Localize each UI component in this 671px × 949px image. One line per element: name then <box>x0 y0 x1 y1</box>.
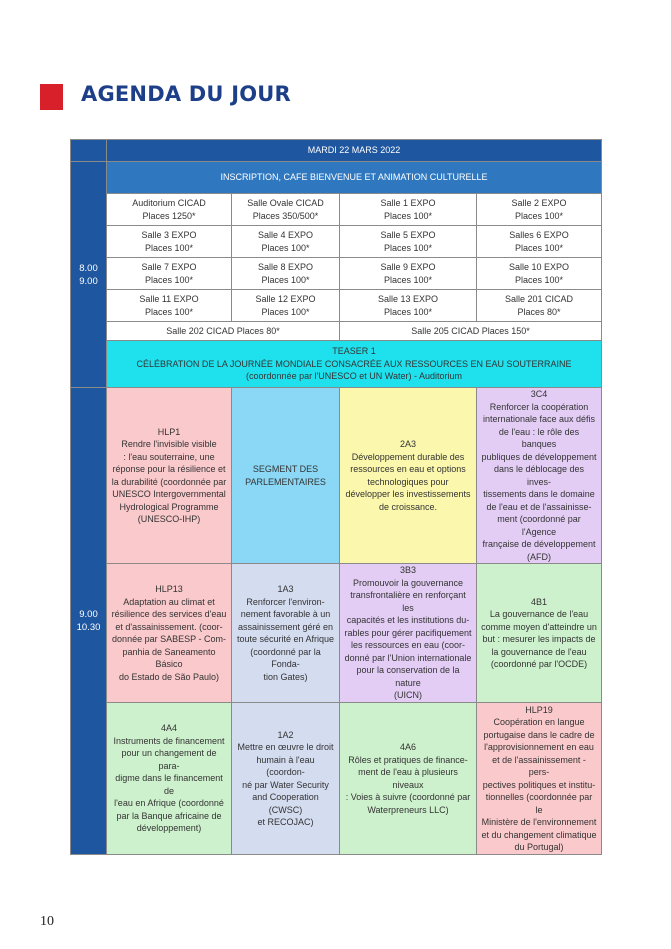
session-text-line: La gouvernance de l'eau <box>489 609 589 619</box>
room-name: Salle 7 EXPO <box>141 262 197 272</box>
session-text-line: nement favorable à un <box>240 609 331 619</box>
session-text-line: (UICN) <box>394 690 422 701</box>
session-text-line: and Cooperation (CWSC) <box>252 792 319 815</box>
room-name: Salle 3 EXPO <box>141 230 197 240</box>
inscription-banner: INSCRIPTION, CAFE BIENVENUE ET ANIMATION CULTURELLE <box>107 162 602 194</box>
room-cell <box>107 194 232 226</box>
session-code: 1A2 <box>277 729 294 740</box>
room-capacity: Places 100* <box>383 306 433 317</box>
session-cell <box>340 703 477 855</box>
room-cell-wide: Salle 202 CICAD Places 80* <box>107 322 340 341</box>
room-capacity: Places 100* <box>383 274 433 285</box>
time-end: 10.30 <box>76 622 101 633</box>
session-text-line: assainissement géré en <box>237 621 334 632</box>
session-text-line: toute sécurité en Afrique <box>236 634 335 644</box>
session-text-line: (UNESCO-IHP) <box>137 514 201 524</box>
room-capacity: Places 100* <box>261 274 310 285</box>
session-text-line: la gouvernance de l'eau <box>491 646 587 657</box>
session-text-line: pectives politiques et institu- <box>482 779 596 790</box>
time-start: 9.00 <box>79 609 98 620</box>
session-code: HLP1 <box>157 426 181 437</box>
session-cell <box>107 703 232 855</box>
room-cell <box>477 226 602 258</box>
room-capacity: Places 100* <box>144 274 194 285</box>
session-text-line: dans le déblocage des inves- <box>493 464 585 487</box>
session-text-line: les ressources en eau (coor- <box>350 640 466 651</box>
session-text-line: l'eau en Afrique (coordonné <box>114 798 224 809</box>
session-text-line: internationale face aux défis <box>482 414 596 424</box>
room-capacity: Places 1250* <box>142 210 196 221</box>
room-capacity: Places 100* <box>144 242 194 253</box>
room-name: Salle 201 CICAD <box>505 294 574 304</box>
session-text-line: tionnelles (coordonnée par le <box>485 792 593 815</box>
agenda-table <box>70 139 602 855</box>
session-text-line: Ministère de l'environnement <box>481 817 597 827</box>
session-code: 3C4 <box>530 389 548 399</box>
session-code: 1A3 <box>277 584 294 594</box>
room-capacity: Places 100* <box>515 242 564 253</box>
session-text-line: pour la conservation de la nature <box>356 665 460 688</box>
session-text-line: (coordonné par la Fonda- <box>250 646 321 669</box>
session-text-line: panhia de Saneamento Básico <box>122 646 216 669</box>
session-text-line: (AFD) <box>527 551 552 562</box>
time-slot-sessions <box>71 388 107 855</box>
room-name: Salle 5 EXPO <box>380 230 436 240</box>
session-text-line: technologiques pour <box>367 476 449 487</box>
session-text-line: but : mesurer les impacts de <box>482 634 596 644</box>
session-text-line: Mettre en œuvre le droit <box>237 742 334 752</box>
session-text-line: résilience des services d'eau <box>111 609 227 619</box>
teaser-banner <box>107 341 602 388</box>
session-text-line: la durabilité (coordonnée par <box>111 476 227 487</box>
session-text-line: de l'eau et de l'assainisse- <box>486 501 592 512</box>
session-text-line: Hydrological Programme <box>119 501 219 512</box>
room-name: Salle 9 EXPO <box>380 262 436 272</box>
session-text-line: : l'eau souterraine, une <box>123 451 215 462</box>
room-name: Salle 12 EXPO <box>255 294 316 304</box>
room-capacity: Places 350/500* <box>252 210 319 221</box>
room-name: Salle 1 EXPO <box>380 198 436 208</box>
room-capacity: Places 100* <box>144 306 194 317</box>
session-code: 3B3 <box>399 565 416 576</box>
title-marker <box>40 84 63 110</box>
session-text-line: donné par l'Union internationale <box>344 652 472 663</box>
session-text-line: PARLEMENTAIRES <box>245 476 326 487</box>
session-cell <box>232 564 340 703</box>
room-cell <box>232 290 340 322</box>
room-cell <box>477 290 602 322</box>
teaser-code: TEASER 1 <box>332 346 376 357</box>
room-name: Salle 2 EXPO <box>511 198 567 208</box>
room-cell <box>232 194 340 226</box>
session-text-line: du Portugal) <box>514 842 564 852</box>
session-code: 4A6 <box>399 742 416 752</box>
room-capacity: Places 100* <box>383 210 433 221</box>
session-text-line: pour un changement de para- <box>121 748 217 771</box>
session-text-line: Rendre l'invisible visible <box>121 439 217 449</box>
room-cell <box>340 226 477 258</box>
session-text-line: développement) <box>136 823 202 834</box>
session-text-line: tion Gates) <box>263 671 308 682</box>
session-cell <box>340 388 477 564</box>
time-end: 9.00 <box>79 275 98 287</box>
session-text-line: comme moyen d'atteindre un <box>481 621 597 632</box>
room-capacity: Places 100* <box>383 242 433 253</box>
session-text-line: humain à l'eau (coordon- <box>256 754 315 777</box>
room-name: Salles 6 EXPO <box>509 230 569 240</box>
room-cell <box>477 194 602 226</box>
session-text-line: par la Banque africaine de <box>116 810 222 821</box>
room-cell <box>232 258 340 290</box>
room-name: Salle 11 EXPO <box>139 294 199 304</box>
room-capacity: Places 100* <box>515 274 564 285</box>
session-text-line: et de l'assainissement - pers- <box>492 754 586 777</box>
session-text-line: ment (coordonné par l'Agence <box>497 514 581 537</box>
date-header: MARDI 22 MARS 2022 <box>107 140 602 162</box>
page-title: AGENDA DU JOUR <box>81 82 291 106</box>
room-cell <box>340 290 477 322</box>
session-text-line: l'approvisionnement en eau <box>484 742 594 752</box>
room-cell <box>477 258 602 290</box>
corner-cell <box>71 140 107 162</box>
room-cell <box>340 194 477 226</box>
session-text-line: Instruments de financement <box>113 735 225 746</box>
session-text-line: né par Water Security <box>242 779 329 790</box>
session-text-line: et d'assainissement. (coor- <box>115 621 223 632</box>
teaser-text: CÉLÉBRATION DE LA JOURNÉE MONDIALE CONSACRÉE AUX RESSOURCES EN EAU SOUTERRAINE (coordonnée par l'UNESCO et UN Water) - Auditorium <box>136 358 572 382</box>
session-text-line: Renforcer l'environ- <box>246 596 325 607</box>
session-text-line: portugaise dans le cadre de <box>483 729 595 740</box>
session-cell <box>232 388 340 564</box>
room-name: Auditorium CICAD <box>132 198 206 208</box>
session-text-line: de l'eau : le rôle des banques <box>498 426 580 449</box>
room-cell <box>232 226 340 258</box>
session-text-line: donnée par SABESP - Com- <box>112 634 226 644</box>
time-start: 8.00 <box>79 262 98 274</box>
session-text-line: Rôles et pratiques de finance- <box>348 754 468 765</box>
session-text-line: : Voies à suivre (coordonné par <box>345 792 471 802</box>
time-slot-morning <box>71 162 107 388</box>
session-cell <box>107 564 232 703</box>
session-cell <box>232 703 340 855</box>
session-text-line: tissements dans le domaine <box>483 489 595 499</box>
session-text-line: ressources en eau et options <box>350 464 466 474</box>
room-cell <box>107 226 232 258</box>
session-text-line: do Estado de São Paulo) <box>118 671 220 682</box>
session-text-line: et RECOJAC) <box>257 817 314 827</box>
session-code: 2A3 <box>399 439 416 449</box>
session-text-line: UNESCO Intergovernmental <box>112 489 226 499</box>
session-text-line: française de développement <box>482 539 596 549</box>
session-text-line: réponse pour la résilience et <box>112 464 226 474</box>
session-text-line: ment de l'eau à plusieurs niveaux <box>358 767 458 790</box>
session-text-line: et du changement climatique <box>481 829 597 840</box>
room-cell-wide: Salle 205 CICAD Places 150* <box>340 322 602 341</box>
session-text-line: de croissance. <box>378 501 438 512</box>
room-capacity: Places 80* <box>517 306 561 317</box>
room-cell <box>107 290 232 322</box>
session-code: HLP13 <box>155 584 183 594</box>
session-text-line: digme dans le financement de <box>115 773 223 796</box>
room-name: Salle 4 EXPO <box>257 230 314 240</box>
room-capacity: Places 100* <box>261 306 310 317</box>
room-name: Salle 10 EXPO <box>509 262 570 272</box>
session-text-line: (coordonné par l'OCDE) <box>490 659 588 669</box>
session-text-line: Waterpreneurs LLC) <box>367 804 449 815</box>
room-capacity: Places 100* <box>261 242 310 253</box>
page-number: 10 <box>40 914 54 929</box>
session-text-line: Promouvoir la gouvernance <box>352 577 464 588</box>
session-code: HLP19 <box>525 704 553 715</box>
session-code: 4A4 <box>160 723 177 734</box>
room-cell <box>107 258 232 290</box>
session-code: 4B1 <box>531 596 548 607</box>
session-text-line: Coopération en langue <box>493 717 585 727</box>
session-text-line: rables pour gérer pacifiquement <box>344 627 472 638</box>
session-text-line: transfrontalière en renforçant les <box>350 590 466 613</box>
session-text-line: capacités et les institutions du- <box>346 615 470 626</box>
session-text-line: publiques de développement <box>481 451 597 462</box>
session-text-line: Renforcer la coopération <box>489 401 589 412</box>
room-cell <box>340 258 477 290</box>
room-name: Salle Ovale CICAD <box>247 198 324 208</box>
session-cell <box>477 388 602 564</box>
session-cell <box>107 388 232 564</box>
session-cell <box>340 564 477 703</box>
session-text-line: Adaptation au climat et <box>123 596 215 607</box>
session-code: SEGMENT DES <box>252 464 319 474</box>
room-name: Salle 8 EXPO <box>257 262 314 272</box>
session-text-line: Développement durable des <box>351 451 465 462</box>
session-cell <box>477 703 602 855</box>
room-name: Salle 13 EXPO <box>377 294 439 304</box>
room-capacity: Places 100* <box>515 210 564 221</box>
session-text-line: développer les investissements <box>345 489 471 499</box>
session-cell <box>477 564 602 703</box>
